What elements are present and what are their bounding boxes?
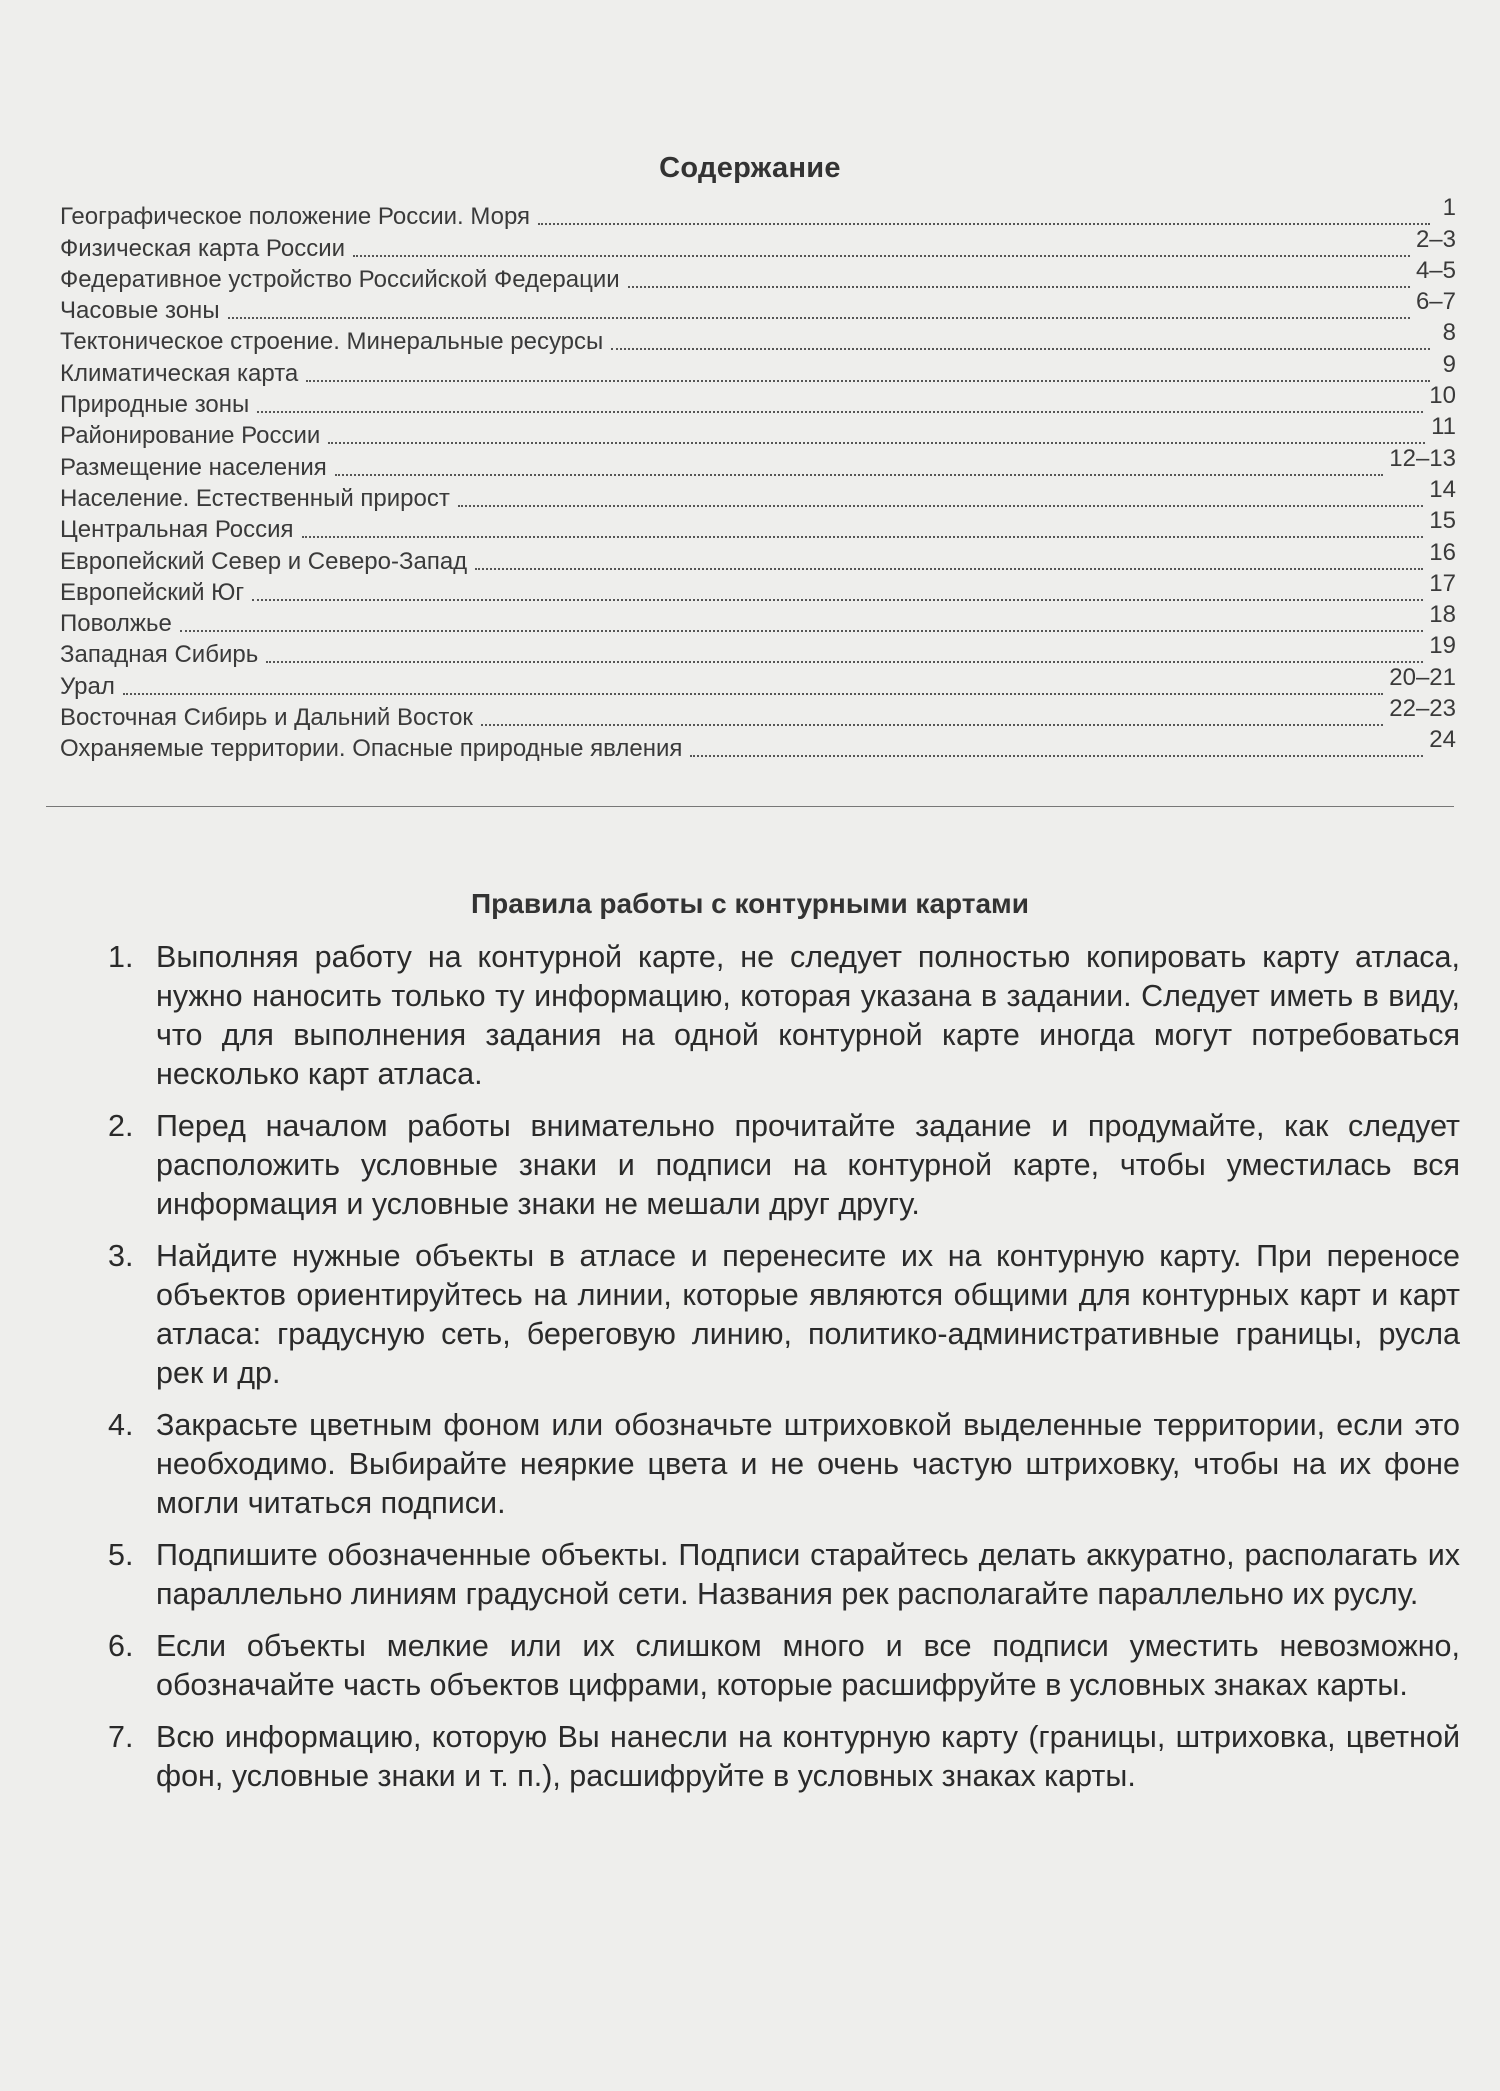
toc-leader-dots	[611, 347, 1430, 350]
toc-entry-page: 17	[1429, 569, 1456, 597]
toc-leader-dots	[252, 598, 1423, 601]
rule-text: Подпишите обозначенные объекты. Подписи старайтесь делать аккуратно, располагать их параллельно линиям градусной сети. Названия рек располагайте параллельно их руслу.	[156, 1538, 1460, 1611]
toc-entry-label: Население. Естественный прирост	[60, 484, 450, 512]
rule-item	[108, 1718, 1460, 1796]
toc-entry-page: 6–7	[1415, 288, 1456, 316]
toc-entry-page: 15	[1429, 507, 1456, 535]
toc-leader-dots	[228, 316, 1410, 319]
toc-leader-dots	[266, 660, 1423, 663]
toc-entry	[60, 319, 1456, 357]
rule-text: Перед началом работы внимательно прочитайте задание и продумайте, как следует расположить условные знаки и подписи на контурной карте, чтобы уместилась вся информация и условные знаки не мешали друг другу.	[156, 1109, 1460, 1221]
toc-entry-label: Урал	[60, 672, 115, 700]
toc-entry-label: Европейский Юг	[60, 578, 245, 606]
rule-number: 5.	[108, 1538, 134, 1572]
rule-text: Найдите нужные объекты в атласе и перенесите их на контурную карту. При переносе объектов ориентируйтесь на линии, которые являются общими для контурных карт и карт атласа: градусную сеть, береговую линию, политико-административные границы, русла рек и др.	[156, 1239, 1460, 1390]
toc-entry-page: 14	[1429, 475, 1456, 503]
rules-title: Правила работы с контурными картами	[471, 888, 1029, 919]
toc-entry-page: 22–23	[1389, 695, 1456, 723]
toc-entry	[60, 663, 1456, 701]
toc-entry-page: 19	[1429, 632, 1456, 660]
toc-entry	[60, 350, 1456, 388]
toc-entry-page: 2–3	[1415, 225, 1456, 253]
rule-number: 6.	[108, 1629, 134, 1663]
rule-item	[108, 1627, 1460, 1705]
toc-entry-label: Районирование России	[60, 422, 321, 450]
rule-number: 2.	[108, 1109, 134, 1143]
rule-number: 7.	[108, 1720, 134, 1754]
toc-entry-label: Часовые зоны	[60, 297, 220, 325]
toc-entry-page: 18	[1429, 601, 1456, 629]
toc-entry-label: Размещение населения	[60, 453, 327, 481]
toc-entry	[60, 444, 1456, 482]
toc-entry-page: 11	[1431, 413, 1456, 441]
toc-entry-page: 4–5	[1415, 256, 1456, 284]
rules-list	[108, 938, 1460, 1809]
toc-entry-label: Физическая карта России	[60, 234, 345, 262]
rule-item	[108, 1107, 1460, 1224]
toc-leader-dots	[628, 285, 1410, 288]
rule-text: Закрасьте цветным фоном или обозначьте штриховкой выделенные территории, если это необходимо. Выбирайте неяркие цвета и не очень частую штриховку, чтобы на их фоне могли читаться подписи.	[156, 1408, 1460, 1520]
rule-item	[108, 1237, 1460, 1393]
table-of-contents	[60, 194, 1456, 764]
toc-entry-label: Климатическая карта	[60, 359, 299, 387]
toc-leader-dots	[690, 754, 1423, 757]
rule-number: 4.	[108, 1408, 134, 1442]
toc-leader-dots	[538, 222, 1430, 225]
rule-number: 1.	[108, 940, 134, 974]
toc-entry-label: Поволжье	[60, 610, 172, 638]
toc-entry	[60, 413, 1456, 451]
toc-entry-label: Тектоническое строение. Минеральные ресурсы	[60, 328, 604, 356]
toc-entry	[60, 194, 1456, 232]
toc-entry-page: 20–21	[1389, 663, 1456, 691]
toc-entry	[60, 726, 1456, 764]
rule-item	[108, 1406, 1460, 1523]
toc-leader-dots	[328, 441, 1425, 444]
toc-leader-dots	[475, 567, 1423, 570]
toc-entry-page: 10	[1429, 382, 1456, 410]
toc-entry	[60, 507, 1456, 545]
toc-entry	[60, 225, 1456, 263]
toc-entry-page: 9	[1442, 350, 1456, 378]
toc-leader-dots	[123, 692, 1383, 695]
toc-entry	[60, 475, 1456, 514]
toc-entry-label: Европейский Север и Северо-Запад	[60, 547, 468, 575]
toc-entry-page: 8	[1442, 319, 1456, 347]
toc-entry-label: Центральная Россия	[60, 516, 294, 544]
toc-leader-dots	[335, 473, 1383, 476]
toc-entry-page: 24	[1429, 726, 1456, 754]
toc-entry-label: Восточная Сибирь и Дальний Восток	[60, 704, 473, 732]
toc-leader-dots	[481, 723, 1383, 726]
rule-text: Выполняя работу на контурной карте, не следует полностью копировать карту атласа, нужно наносить только ту информацию, которая указана в задании. Следует иметь в виду, что для выполнения задания на одной контурной карте иногда могут потребоваться несколько карт атласа.	[156, 940, 1460, 1091]
toc-leader-dots	[353, 254, 1410, 257]
toc-entry-label: Охраняемые территории. Опасные природные явления	[60, 735, 683, 763]
rule-item	[108, 938, 1460, 1094]
toc-entry-label: Природные зоны	[60, 391, 250, 419]
rule-text: Если объекты мелкие или их слишком много и все подписи уместить невозможно, обозначайте часть объектов цифрами, которые расшифруйте в условных знаках карты.	[156, 1629, 1460, 1702]
toc-leader-dots	[302, 535, 1424, 538]
section-divider	[46, 806, 1454, 807]
toc-entry	[60, 382, 1456, 420]
toc-entry-label: Географическое положение России. Моря	[60, 203, 531, 231]
toc-leader-dots	[257, 410, 1423, 413]
toc-entry-page: 1	[1442, 194, 1456, 222]
rule-text: Всю информацию, которую Вы нанесли на контурную карту (границы, штриховка, цветной фон, условные знаки и т. п.), расшифруйте в условных знаках карты.	[156, 1720, 1460, 1793]
rule-number: 3.	[108, 1239, 134, 1273]
toc-entry-label: Федеративное устройство Российской Федерации	[60, 265, 620, 293]
toc-title: Содержание	[659, 152, 841, 184]
toc-entry-page: 12–13	[1389, 444, 1456, 472]
toc-leader-dots	[180, 629, 1423, 632]
toc-entry	[60, 288, 1456, 326]
toc-entry	[60, 632, 1456, 670]
toc-entry-label: Западная Сибирь	[60, 641, 259, 669]
toc-entry	[60, 256, 1456, 295]
toc-entry	[60, 601, 1456, 639]
toc-entry	[60, 569, 1456, 608]
toc-entry-page: 16	[1429, 538, 1456, 566]
rule-item	[108, 1536, 1460, 1614]
toc-entry	[60, 538, 1456, 576]
toc-entry	[60, 695, 1456, 733]
toc-leader-dots	[306, 379, 1430, 382]
toc-leader-dots	[458, 504, 1423, 507]
